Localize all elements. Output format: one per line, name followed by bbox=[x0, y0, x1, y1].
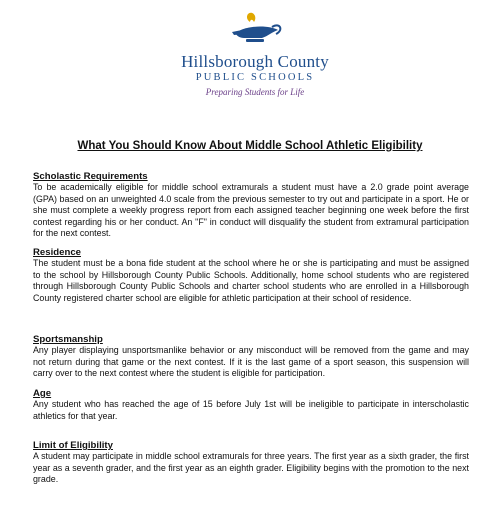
section-body: A student may participate in middle school extramurals for three years. The first year as a sixth grader, the first year as a seventh grader, and the first year as an eighth grader. Eligibility begins with the promotion to the next grade. bbox=[33, 451, 469, 485]
lamp-of-learning-icon bbox=[228, 10, 284, 46]
section-heading: Scholastic Requirements bbox=[33, 171, 148, 182]
section-body: To be academically eligible for middle school extramurals a student must have a 2.0 grade point average (GPA) based on an unweighted 4.0 scale from the previous semester to try out and participate in a sport. He or she must complete a weekly progress report from each assigned teacher beginning one week before the first contest regarding his or her conduct. An "F" in conduct will disqualify the student from extramural participation for the next contest. bbox=[33, 182, 469, 239]
org-subtitle: PUBLIC SCHOOLS bbox=[195, 72, 315, 83]
section-body: Any player displaying unsportsmanlike behavior or any misconduct will be removed from the game and may not return during that game or the next contest. If it is the last game of a sport season, this suspension will carry over to the next contest where the student is eligible for participation. bbox=[33, 345, 469, 379]
org-tagline: Preparing Students for Life bbox=[205, 87, 305, 97]
section-residence bbox=[33, 247, 469, 304]
org-name: Hillsborough County bbox=[181, 52, 329, 71]
document-title: What You Should Know About Middle School Athletic Eligibility bbox=[77, 140, 423, 152]
section-sportsmanship bbox=[33, 334, 469, 380]
section-limit-of-eligibility bbox=[33, 440, 469, 486]
section-age bbox=[33, 388, 469, 422]
section-heading: Limit of Eligibility bbox=[33, 440, 113, 451]
section-scholastic-requirements bbox=[33, 171, 469, 240]
section-heading: Sportsmanship bbox=[33, 334, 103, 345]
section-heading: Residence bbox=[33, 247, 81, 258]
section-body: Any student who has reached the age of 15 before July 1st will be ineligible to participate in interscholastic athletics for that year. bbox=[33, 399, 469, 421]
section-body: The student must be a bona fide student at the school where he or she is participating and must be assigned to the school by Hillsborough County Public Schools. Additionally, home school students who are registered through Hillsborough County Public Schools and charter school students who are enrolled in a Hillsborough County registered charter school are eligible for athletic participation at their school of residence. bbox=[33, 258, 469, 303]
section-heading: Age bbox=[33, 388, 52, 399]
district-logo bbox=[150, 10, 360, 95]
